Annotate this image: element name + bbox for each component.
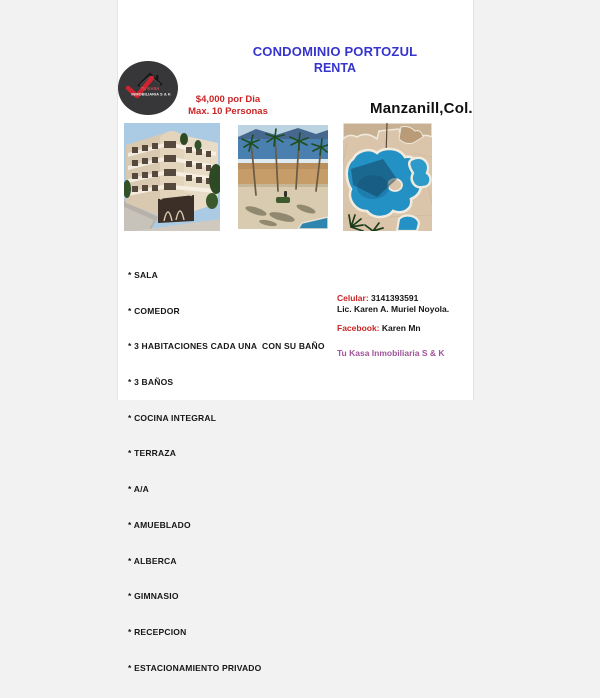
phone-number: 3141393591 bbox=[368, 293, 419, 303]
logo-brand-line1: TU KASA bbox=[140, 86, 160, 91]
feature-item: * ALBERCA bbox=[128, 555, 177, 566]
agent-name: Lic. Karen A. Muriel Noyola. bbox=[337, 304, 450, 314]
feature-item: * RECEPCION bbox=[128, 627, 187, 637]
feature-item: * AMUEBLADO bbox=[128, 519, 191, 530]
title-line-1: CONDOMINIO PORTOZUL bbox=[252, 44, 418, 59]
agency-brand: Tu Kasa Inmobiliaria S & K bbox=[337, 348, 445, 358]
feature-item: * A/A bbox=[128, 484, 149, 495]
feature-item: * GIMNASIO bbox=[128, 591, 179, 602]
location-label: Manzanill,Col. bbox=[370, 100, 473, 117]
phone-label: Celular: bbox=[337, 293, 369, 303]
beach-palms-photo bbox=[238, 125, 328, 229]
contact-block bbox=[337, 293, 477, 359]
feature-item: * SALA bbox=[128, 269, 159, 280]
feature-item: * COCINA INTEGRAL bbox=[128, 412, 217, 423]
facebook-row bbox=[337, 323, 477, 334]
facebook-label: Facebook: bbox=[337, 323, 380, 333]
logo-brand-line2: INMOBILIARIA S & K bbox=[131, 91, 171, 97]
pool-aerial-photo bbox=[343, 123, 432, 231]
feature-item: * 3 HABITACIONES CADA UNA CON SU BAÑO bbox=[128, 341, 325, 352]
facebook-handle: Karen Mn bbox=[379, 323, 421, 333]
feature-item: * 3 BAÑOS bbox=[128, 376, 174, 387]
price-block bbox=[160, 94, 296, 117]
title-line-2: RENTA bbox=[313, 61, 357, 75]
price-per-day: $4,000 por Dia bbox=[195, 94, 261, 105]
feature-list bbox=[128, 246, 325, 698]
feature-item: * ESTACIONAMIENTO PRIVADO bbox=[128, 662, 262, 673]
max-persons: Max. 10 Personas bbox=[188, 105, 268, 117]
feature-item: * COMEDOR bbox=[128, 305, 180, 316]
phone-row bbox=[337, 293, 477, 304]
page-title bbox=[230, 44, 440, 76]
condo-building-photo bbox=[124, 123, 220, 231]
feature-item: * TERRAZA bbox=[128, 448, 177, 459]
